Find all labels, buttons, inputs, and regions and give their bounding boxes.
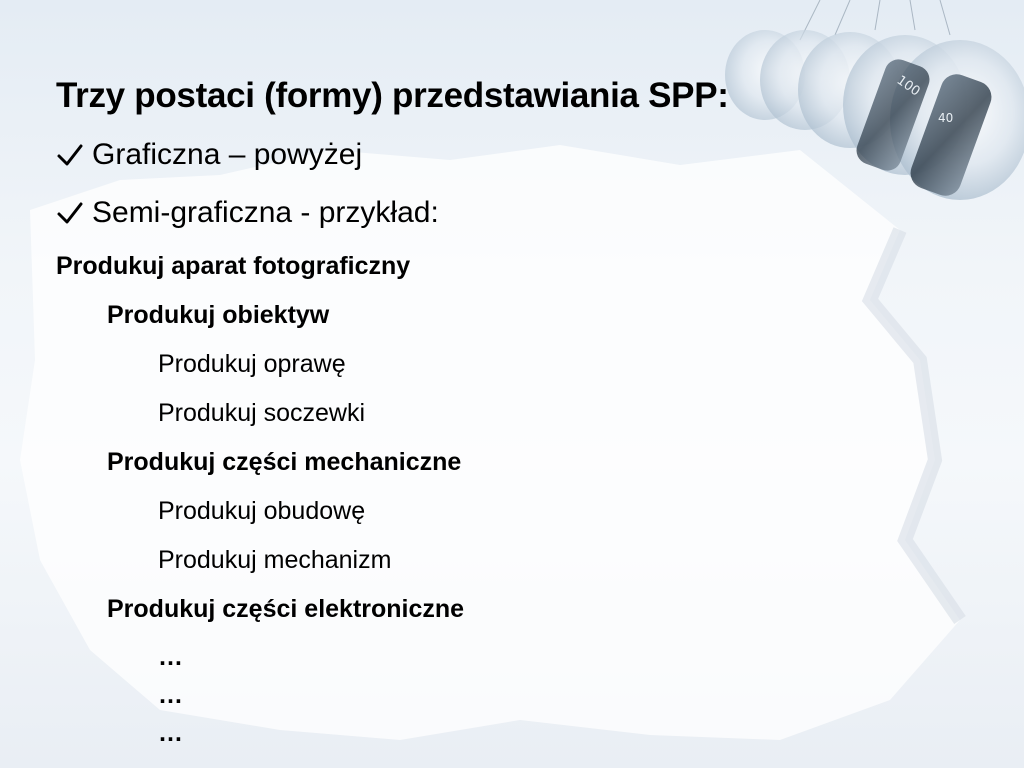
tree-item-ellipsis: … [158,719,183,747]
tree-item-electronic-parts: Produkuj części elektroniczne [107,595,465,623]
bullet-text: Semi-graficzna - przykład: [92,196,439,229]
tree-item-lens-elements: Produkuj soczewki [158,399,366,427]
svg-text:40: 40 [938,111,954,125]
tree-item-housing: Produkuj obudowę [158,497,366,525]
tree-item-lens-mount: Produkuj oprawę [158,350,346,378]
tree-item-camera: Produkuj aparat fotograficzny [56,252,411,280]
tree-item-lens: Produkuj obiektyw [107,301,330,329]
svg-text:100: 100 [893,72,923,100]
tree-item-ellipsis: … [158,681,183,709]
bullet-text: Graficzna – powyżej [92,138,363,171]
checkmark-icon [56,142,84,168]
bullet-graphic [56,138,362,172]
tree-item-ellipsis: … [158,643,183,671]
bullet-semi-graphic [56,196,439,230]
slide-title: Trzy postaci (formy) przedstawiania SPP: [56,76,729,115]
product-structure-tree [56,250,464,756]
checkmark-icon [56,200,84,226]
tree-item-mechanism: Produkuj mechanizm [158,546,392,574]
tree-item-mechanical-parts: Produkuj części mechaniczne [107,448,462,476]
